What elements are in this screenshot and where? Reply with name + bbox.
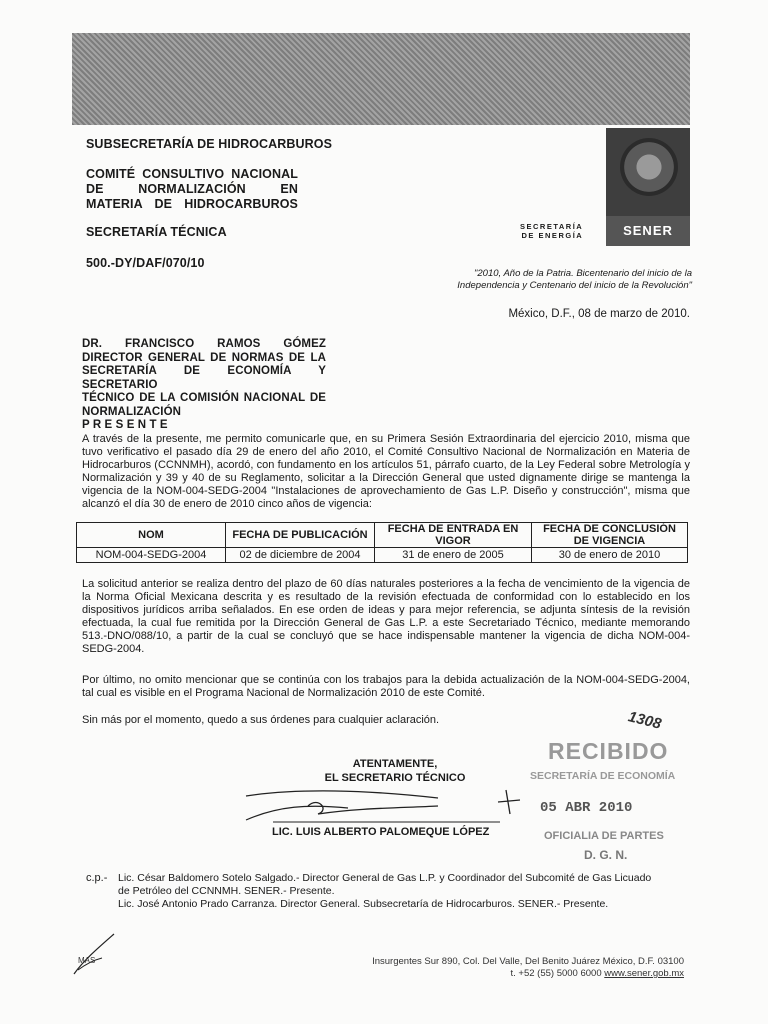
comite-line-2: DE NORMALIZACIÓN EN (86, 182, 298, 196)
secretaria-line-1: SECRETARÍA (520, 222, 584, 231)
table-cell-vigor: 31 de enero de 2005 (375, 548, 532, 563)
motto (430, 268, 692, 292)
addressee-line-5: NORMALIZACIÓN (82, 405, 182, 418)
comite-line-3: MATERIA DE HIDROCARBUROS (86, 197, 298, 211)
motto-line-1: "2010, Año de la Patria. Bicentenario del inicio de la (474, 268, 692, 279)
addressee-line-1: DR. FRANCISCO RAMOS GÓMEZ (82, 338, 326, 350)
footer-web-link[interactable]: www.sener.gob.mx (604, 968, 684, 979)
addressee-line-2: DIRECTOR GENERAL DE NORMAS DE LA (82, 351, 326, 364)
addressee-line-3: SECRETARÍA DE ECONOMÍA Y SECRETARIO (82, 365, 326, 391)
signature-cargo: EL SECRETARIO TÉCNICO (324, 772, 466, 784)
comite-line-1: COMITÉ CONSULTIVO NACIONAL (86, 167, 298, 181)
footer-phone: t. +52 (55) 5000 6000 (510, 968, 602, 979)
paragraph-4: Sin más por el momento, quedo a sus órdenes para cualquier aclaración. (82, 714, 440, 726)
cc-line-2: Lic. José Antonio Prado Carranza. Director General. Subsecretaría de Hidrocarburos. SENER.- Presente. (118, 898, 609, 910)
table-header-row (77, 523, 688, 548)
oficio-number: 500.-DY/DAF/070/10 (86, 256, 205, 270)
initials-scribble (68, 930, 128, 980)
nom-table (76, 522, 688, 563)
table-header-vigor: FECHA DE ENTRADA EN VIGOR (375, 523, 532, 548)
addressee-line-4: TÉCNICO DE LA COMISIÓN NACIONAL DE (82, 392, 326, 404)
cc-line-1: Lic. César Baldomero Sotelo Salgado.- Director General de Gas L.P. y Coordinador del Subcomité de Gas Licuado (118, 872, 652, 884)
stamp-date: 05 ABR 2010 (540, 800, 633, 816)
stamp-dgn: D. G. N. (584, 848, 628, 862)
addressee-block (82, 338, 326, 433)
subsecretaria-title: SUBSECRETARÍA DE HIDROCARBUROS (86, 137, 333, 151)
table-row (77, 548, 688, 563)
table-cell-nom: NOM-004-SEDG-2004 (77, 548, 226, 563)
cc-line-1b: de Petróleo del CCNNMH. SENER.- Presente. (118, 885, 335, 897)
signature-block (300, 757, 490, 785)
cc-block (118, 872, 690, 911)
signer-name: LIC. LUIS ALBERTO PALOMEQUE LÓPEZ (272, 826, 490, 838)
presente: P R E S E N T E (82, 419, 168, 431)
comite-title (86, 167, 298, 212)
letter-date: México, D.F., 08 de marzo de 2010. (508, 308, 690, 320)
footer-contact (360, 968, 684, 980)
footer-address: Insurgentes Sur 890, Col. Del Valle, Del Benito Juárez México, D.F. 03100 (372, 956, 684, 967)
stamp-dependencia: SECRETARÍA DE ECONOMÍA (530, 770, 676, 782)
motto-line-2: Independencia y Centenario del inicio de la Revolución" (457, 280, 692, 291)
table-cell-conclusion: 30 de enero de 2010 (532, 548, 688, 563)
sener-logo-text: SENER (606, 216, 690, 246)
secretaria-line-2: DE ENERGÍA (521, 231, 584, 240)
initials: MAS (78, 956, 96, 965)
atentamente: ATENTAMENTE, (352, 758, 438, 770)
secretaria-tecnica: SECRETARÍA TÉCNICA (86, 225, 227, 239)
paragraph-2: La solicitud anterior se realiza dentro del plazo de 60 días naturales posteriores a la fecha de vencimiento de la vigencia de la Norma Oficial Mexicana descrita y es resultado de la revisión efectuada de conformidad con lo establecido en los dispositivos jurídicos arriba señalados. En ese orden de ideas y para mejor referencia, se adjunta síntesis de la revisión efectuada, la cual fue remitida por la Dirección General de Gas L.P. a este Secretariado Técnico, mediante memorando 513.-DNO/088/10, a partir de la cual se concluyó que se hace indispensable mantener la vigencia de dicha NOM-004-SEDG-2004. (82, 578, 690, 655)
table-header-nom: NOM (77, 523, 226, 548)
header-band (72, 33, 690, 125)
cc-label: c.p.- (86, 872, 108, 884)
stamp-number: 1308 (626, 708, 663, 733)
secretaria-energia-label (520, 222, 583, 240)
footer (360, 956, 684, 980)
table-cell-publicacion: 02 de diciembre de 2004 (226, 548, 375, 563)
table-header-publicacion: FECHA DE PUBLICACIÓN (226, 523, 375, 548)
paragraph-3: Por último, no omito mencionar que se continúa con los trabajos para la debida actualización de la NOM-004-SEDG-2004, tal cual es visible en el Programa Nacional de Normalización 2010 de este Comité. (82, 674, 690, 699)
paragraph-1: A través de la presente, me permito comunicarle que, en su Primera Sesión Extraordinaria del ejercicio 2010, misma que tuvo verificativo el pasado día 29 de enero del año 2010, el Comité Consultivo Nacional de Normalización en Materia de Hidrocarburos (CCNNMH), acordó, con fundamento en los artículos 51, párrafo cuarto, de la Ley Federal sobre Metrología y Normalización y 39 y 40 de su Reglamento, solicitar a la Dirección General que usted dignamente dirige se mantenga la vigencia de la NOM-004-SEDG-2004 "Instalaciones de aprovechamiento de Gas L.P. Diseño y construcción", misma que alcanzó el día 30 de enero de 2010 cinco años de vigencia: (82, 433, 690, 510)
stamp-oficialia: OFICIALIA DE PARTES (544, 830, 664, 842)
table-header-conclusion: FECHA DE CONCLUSIÓN DE VIGENCIA (532, 523, 688, 548)
stamp-recibido: RECIBIDO (548, 738, 669, 764)
national-seal-icon (620, 138, 678, 196)
